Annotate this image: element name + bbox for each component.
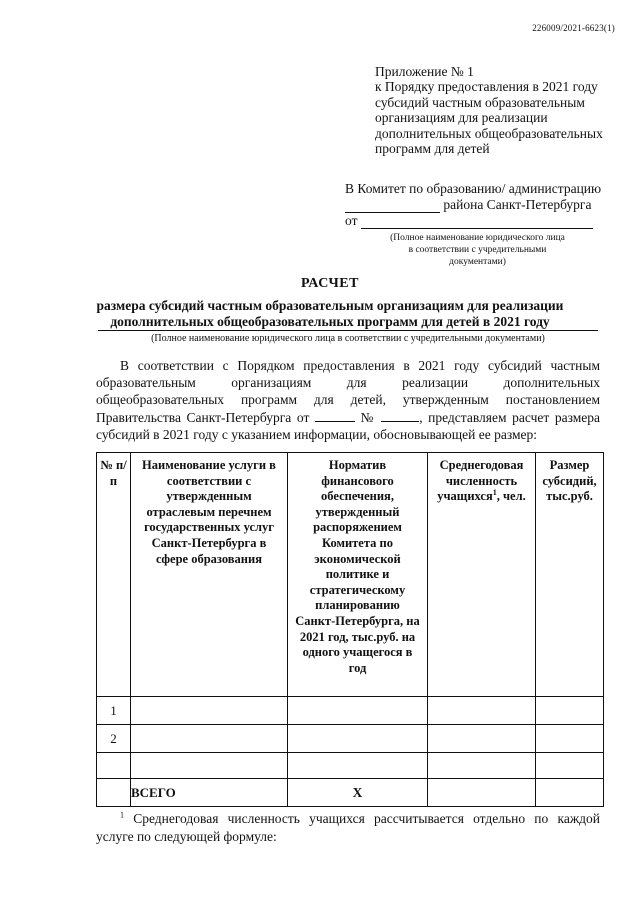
table-total-row — [97, 779, 604, 807]
addressee-line-2 — [345, 197, 605, 213]
cell-financing-norm — [288, 725, 428, 753]
total-row-number — [97, 779, 131, 807]
appendix-line: дополнительных общеобразовательных — [375, 125, 603, 141]
intro-text-part-1: В соответствии с Порядком предоставления в 2021 году субсидий частным образовательным организациям для реализации дополнительных общеобразовательных программ для детей, утвержденным постановлением Правительства Санкт-Петербурга от — [96, 358, 600, 425]
footnote-mark: 1 — [120, 810, 124, 820]
row-number: 1 — [97, 697, 131, 725]
row-number — [97, 753, 131, 779]
table-row — [97, 753, 604, 779]
addressee-from-line — [345, 213, 605, 229]
document-registration-number: 226009/2021-6623(1) — [532, 23, 615, 33]
district-blank — [345, 198, 440, 213]
row-number: 2 — [97, 725, 131, 753]
subsidy-calculation-table — [96, 452, 604, 807]
footnote-ref: 1 — [492, 488, 497, 498]
cell-financing-norm — [288, 753, 428, 779]
cell-service-name — [131, 697, 288, 725]
cell-service-name — [131, 725, 288, 753]
footnote — [96, 810, 600, 845]
cell-subsidy-amount — [536, 725, 604, 753]
header-subsidy-amount: Размер субсидий, тыс.руб. — [536, 453, 604, 697]
document-subtitle-line-2: дополнительных общеобразовательных программ для детей в 2021 году — [110, 314, 550, 329]
footnote-text: Среднегодовая численность учащихся рассчитывается отдельно по каждой услуге по следующей формуле: — [96, 811, 600, 844]
cell-avg-students — [428, 725, 536, 753]
organization-name-blank — [98, 330, 598, 331]
document-title: РАСЧЕТ — [301, 276, 359, 291]
total-avg-students — [428, 779, 536, 807]
appendix-line: программ для детей — [375, 141, 490, 157]
cell-financing-norm — [288, 697, 428, 725]
appendix-line: организациям для реализации — [375, 110, 548, 126]
intro-text-part-2: , представляем расчет размера субсидий в 2021 году с указанием информации, обосновывающей ее размер: — [96, 409, 600, 442]
from-label: от — [345, 213, 358, 228]
date-blank — [315, 409, 355, 422]
addressee-block — [345, 181, 605, 268]
cell-service-name — [131, 753, 288, 779]
header-financing-norm: Норматив финансового обеспечения, утвержденный распоряжением Комитета по экономической политике и стратегическому планированию Санкт-Петербурга, на 2021 год, тыс.руб. на одного учащегося в год — [288, 453, 428, 697]
district-suffix: района Санкт-Петербурга — [443, 197, 592, 212]
header-service-name: Наименование услуги в соответствии с утвержденным отраслевым перечнем государственных услуг Санкт-Петербурга в сфере образования — [131, 453, 288, 697]
document-title-block — [60, 276, 600, 330]
appendix-line: субсидий частным образовательным — [375, 94, 585, 110]
appendix-header — [375, 64, 615, 156]
cell-subsidy-amount — [536, 697, 604, 725]
table-row — [97, 725, 604, 753]
cell-avg-students — [428, 697, 536, 725]
total-label: ВСЕГО — [131, 779, 288, 807]
number-sign: № — [360, 409, 376, 425]
total-subsidy-amount — [536, 779, 604, 807]
document-subtitle-line-1: размера субсидий частным образовательным организациям для реализации — [96, 298, 564, 313]
cell-subsidy-amount — [536, 753, 604, 779]
from-blank — [361, 214, 593, 229]
number-blank — [381, 409, 419, 422]
table-header-row — [97, 453, 604, 697]
appendix-line: к Порядку предоставления в 2021 году — [375, 79, 598, 95]
header-avg-students: Среднегодовая численность учащихся$^1$, чел. — [428, 453, 536, 697]
table-row — [97, 697, 604, 725]
total-norm-x: X — [288, 779, 428, 807]
header-number: № п/п — [97, 453, 131, 697]
cell-avg-students — [428, 753, 536, 779]
organization-name-note: (Полное наименование юридического лица в соответствии с учредительными документами) — [151, 333, 545, 344]
addressee-note: (Полное наименование юридического лица в соответствии с учредительными документами) — [390, 233, 565, 267]
appendix-line: Приложение № 1 — [375, 64, 474, 79]
intro-paragraph — [96, 357, 600, 443]
addressee-line-1: В Комитет по образованию/ администрацию — [345, 181, 602, 196]
